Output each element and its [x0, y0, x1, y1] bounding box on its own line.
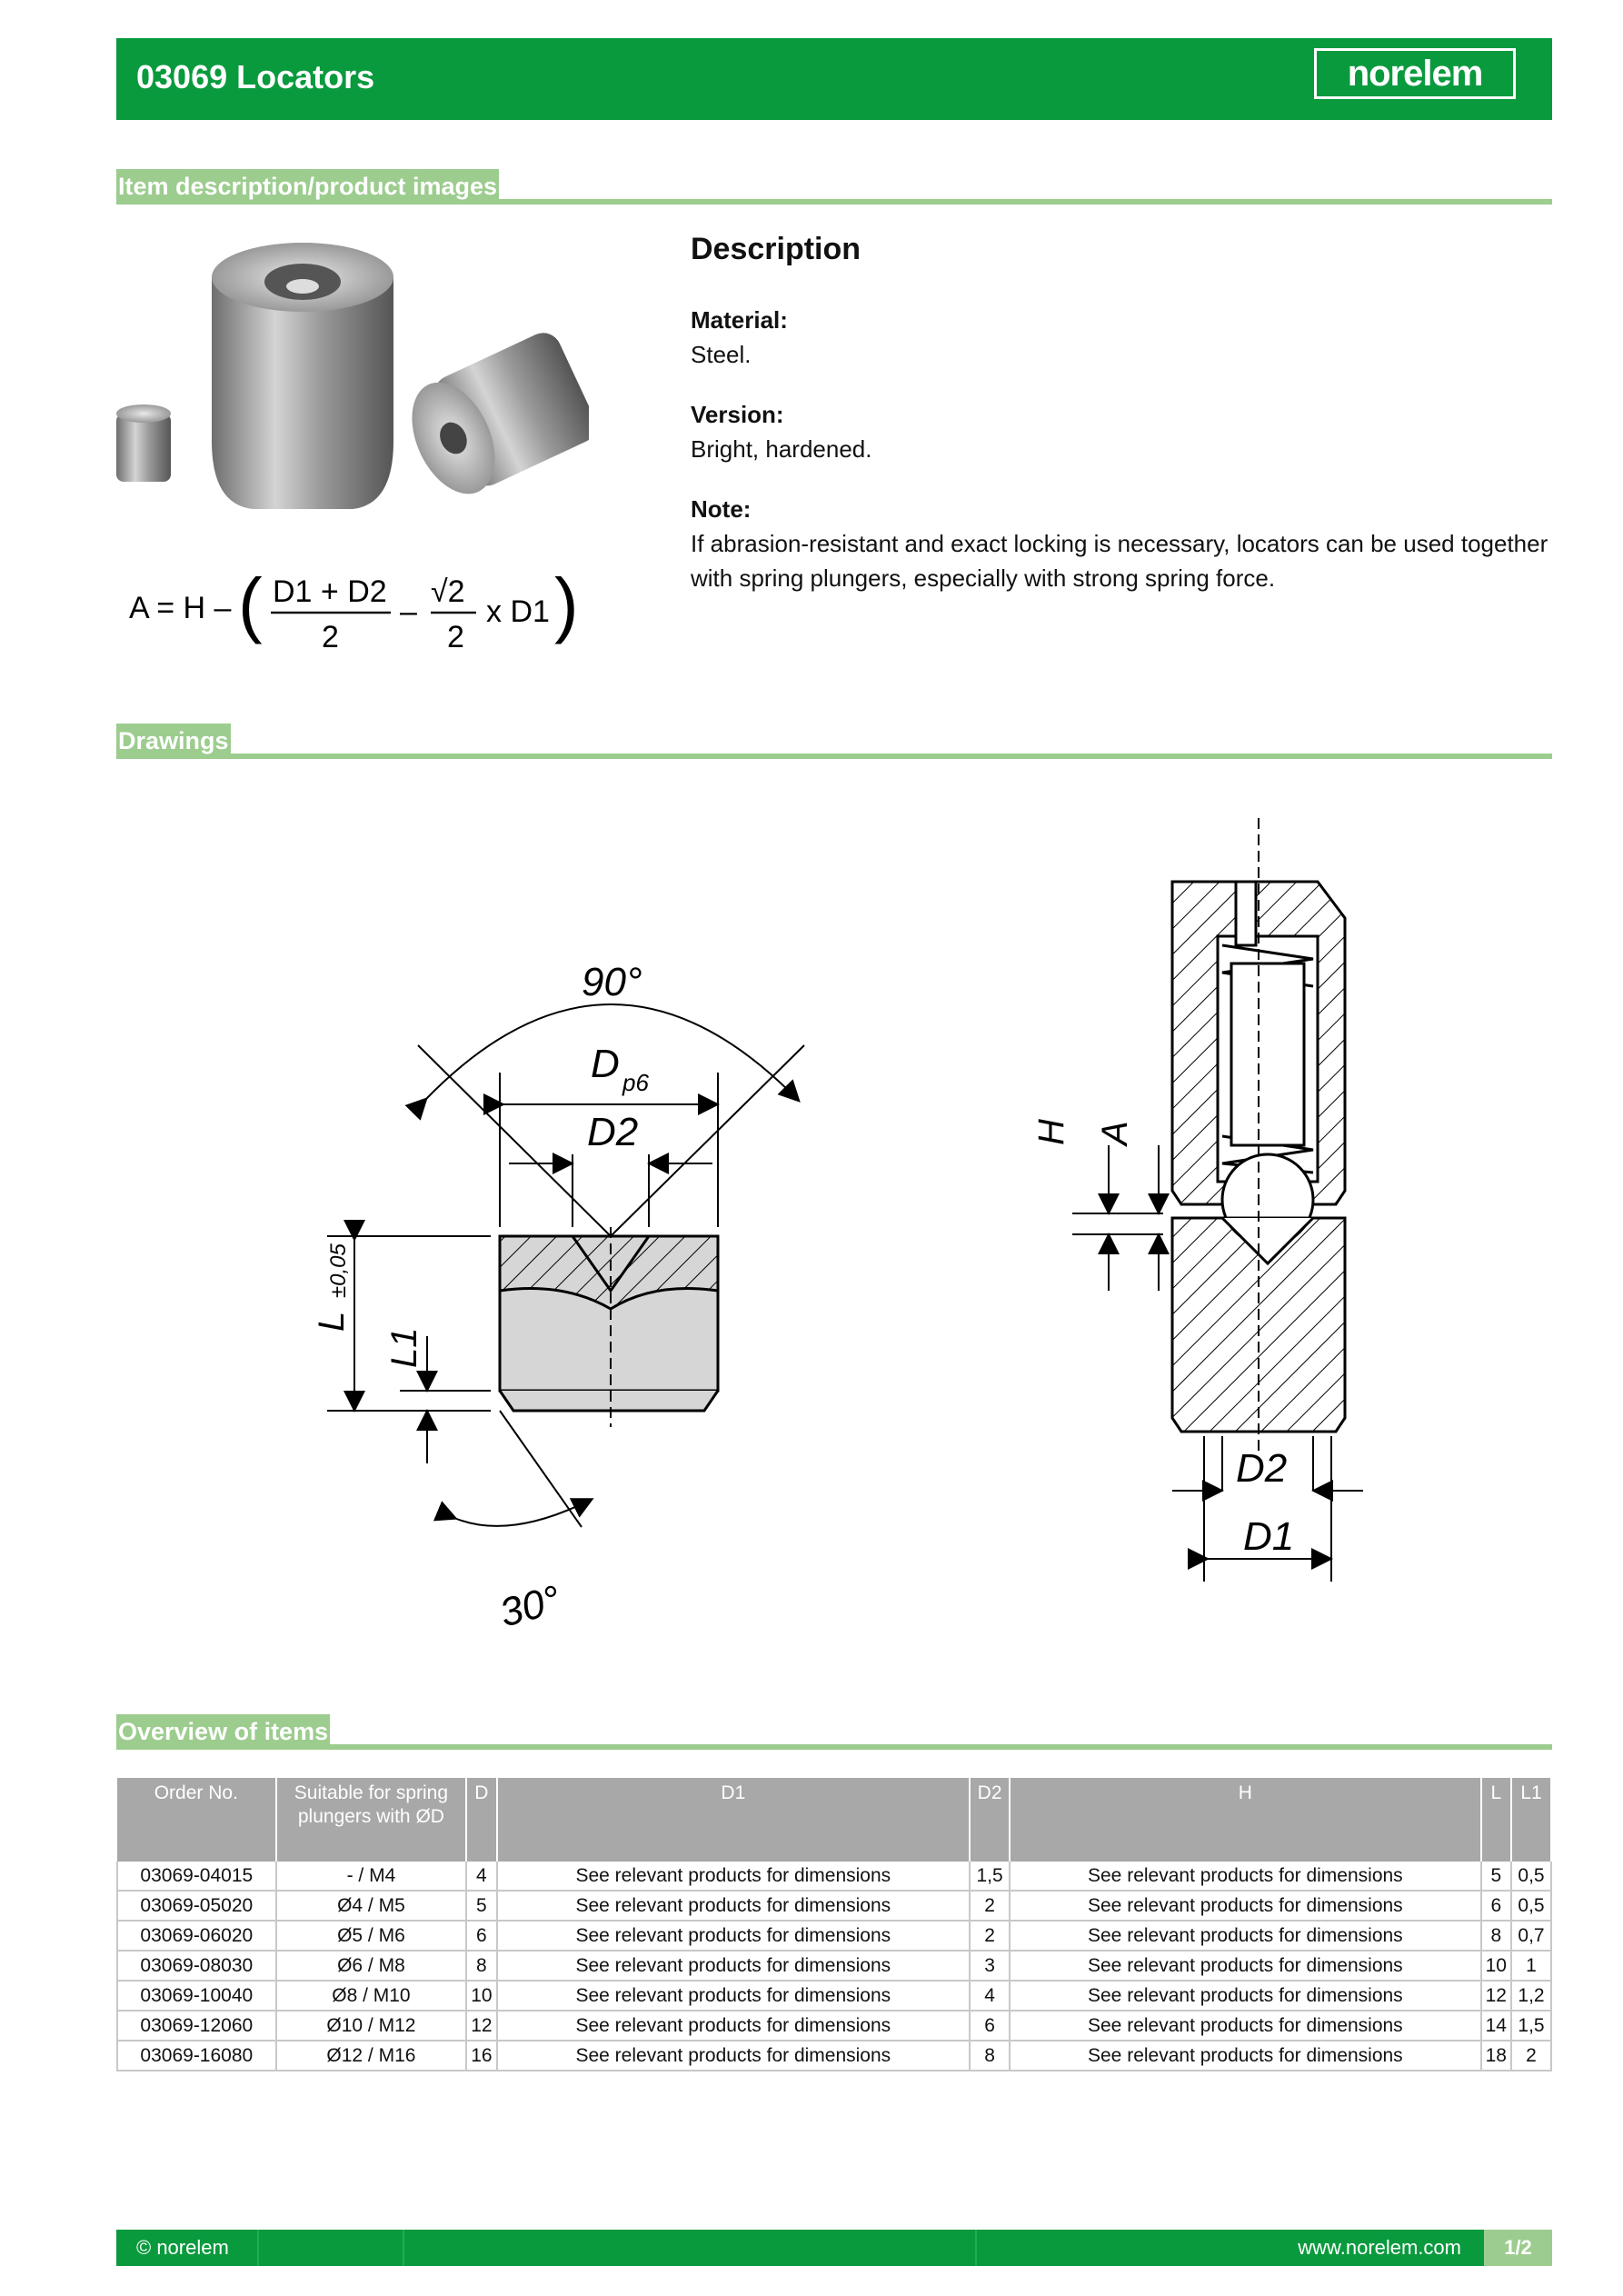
table-row — [117, 1921, 1551, 1951]
cell-h: See relevant products for dimensions — [1010, 2011, 1481, 2041]
label-90: 90° — [582, 960, 642, 1004]
formula-num2: √2 — [431, 574, 465, 609]
table-row — [117, 2041, 1551, 2071]
material-value: Steel. — [691, 341, 752, 368]
cell-d2: 6 — [970, 2011, 1010, 2041]
cell-d2: 2 — [970, 1891, 1010, 1921]
col-d1: D1 — [497, 1778, 971, 1862]
label-30: 30° — [494, 1577, 565, 1636]
formula-minus: – — [400, 594, 417, 629]
note-value: If abrasion-resistant and exact locking is necessary, locators can be used together with spring plungers, especially with strong spring force. — [691, 530, 1548, 592]
cell-order-no: 03069-10040 — [117, 1981, 276, 2011]
product-image — [116, 232, 589, 523]
table-header-row — [117, 1778, 1551, 1862]
section-divider — [116, 1744, 1552, 1750]
version-label: Version: — [691, 401, 784, 428]
section-images-label: Item description/product images — [116, 169, 499, 205]
col-l1: L1 — [1511, 1778, 1551, 1862]
table-row — [117, 1891, 1551, 1921]
cell-order-no: 03069-12060 — [117, 2011, 276, 2041]
cell-d2: 3 — [970, 1951, 1010, 1981]
section-images-header — [116, 164, 1552, 205]
col-d2: D2 — [970, 1778, 1010, 1862]
norelem-logo — [1314, 48, 1516, 99]
label-d2-right: D2 — [1236, 1446, 1288, 1491]
label-ltol: ±0,05 — [326, 1243, 351, 1298]
cell-d2: 2 — [970, 1921, 1010, 1951]
formula — [127, 564, 600, 672]
label-a: A — [1095, 1121, 1135, 1145]
cell-d1: See relevant products for dimensions — [497, 1951, 971, 1981]
label-d1: D1 — [1243, 1514, 1295, 1559]
cell-h: See relevant products for dimensions — [1010, 1951, 1481, 1981]
cell-d1: See relevant products for dimensions — [497, 1862, 971, 1891]
label-l: L — [312, 1311, 352, 1332]
label-dp6: p6 — [622, 1069, 649, 1096]
description-heading: Description — [691, 232, 861, 266]
cell-l: 8 — [1481, 1921, 1511, 1951]
table-row — [117, 2011, 1551, 2041]
cell-order-no: 03069-16080 — [117, 2041, 276, 2071]
items-table — [116, 1778, 1552, 2071]
cell-l1: 0,7 — [1511, 1921, 1551, 1951]
cell-d: 4 — [466, 1862, 496, 1891]
cell-suitable: Ø10 / M12 — [276, 2011, 467, 2041]
footer-page-number: 1/2 — [1484, 2230, 1552, 2266]
formula-tail: x D1 — [486, 594, 550, 629]
cell-suitable: Ø8 / M10 — [276, 1981, 467, 2011]
table-row — [117, 1951, 1551, 1981]
technical-drawing — [273, 800, 1436, 1663]
cell-d2: 1,5 — [970, 1862, 1010, 1891]
note-label: Note: — [691, 495, 752, 523]
formula-graphic — [127, 564, 600, 664]
table-row — [117, 1862, 1551, 1891]
label-d2: D2 — [587, 1110, 639, 1154]
cell-d1: See relevant products for dimensions — [497, 2011, 971, 2041]
page-footer — [116, 2230, 1552, 2266]
table-row — [117, 1981, 1551, 2011]
cell-l: 12 — [1481, 1981, 1511, 2011]
cell-d: 10 — [466, 1981, 496, 2011]
description-block — [691, 232, 1563, 621]
cell-order-no: 03069-08030 — [117, 1951, 276, 1981]
cell-d1: See relevant products for dimensions — [497, 1981, 971, 2011]
cell-d: 12 — [466, 2011, 496, 2041]
formula-lhs: A = H – — [129, 591, 232, 625]
page-title: 03069 Locators — [136, 58, 375, 95]
cell-suitable: - / M4 — [276, 1862, 467, 1891]
cell-h: See relevant products for dimensions — [1010, 1862, 1481, 1891]
cell-l: 10 — [1481, 1951, 1511, 1981]
cell-l: 18 — [1481, 2041, 1511, 2071]
section-drawings-header — [116, 718, 1552, 759]
formula-paren-right: ) — [554, 564, 579, 644]
section-overview-header — [116, 1709, 1552, 1750]
small-locator — [116, 414, 171, 482]
cell-l1: 2 — [1511, 2041, 1551, 2071]
cell-d1: See relevant products for dimensions — [497, 2041, 971, 2071]
formula-num1: D1 + D2 — [273, 574, 387, 609]
section-divider — [116, 754, 1552, 759]
cell-suitable: Ø4 / M5 — [276, 1891, 467, 1921]
section-drawings-label: Drawings — [116, 724, 231, 759]
medium-locator — [395, 327, 589, 507]
cell-d1: See relevant products for dimensions — [497, 1921, 971, 1951]
col-d: D — [466, 1778, 496, 1862]
col-l: L — [1481, 1778, 1511, 1862]
cell-l1: 1 — [1511, 1951, 1551, 1981]
formula-den2: 2 — [447, 620, 464, 654]
cell-l1: 1,5 — [1511, 2011, 1551, 2041]
cell-l: 5 — [1481, 1862, 1511, 1891]
cell-l1: 0,5 — [1511, 1862, 1551, 1891]
large-locator — [212, 277, 393, 509]
cell-h: See relevant products for dimensions — [1010, 1921, 1481, 1951]
cell-d2: 8 — [970, 2041, 1010, 2071]
cell-d: 5 — [466, 1891, 496, 1921]
cell-d2: 4 — [970, 1981, 1010, 2011]
formula-den1: 2 — [322, 620, 339, 654]
footer-website[interactable]: www.norelem.com — [1298, 2236, 1461, 2259]
cell-order-no: 03069-06020 — [117, 1921, 276, 1951]
col-order-no: Order No. — [117, 1778, 276, 1862]
logo-text: norelem — [1347, 53, 1483, 94]
cell-h: See relevant products for dimensions — [1010, 1891, 1481, 1921]
cell-suitable: Ø12 / M16 — [276, 2041, 467, 2071]
cell-suitable: Ø5 / M6 — [276, 1921, 467, 1951]
cell-l1: 1,2 — [1511, 1981, 1551, 2011]
label-d: D — [591, 1042, 620, 1086]
cell-h: See relevant products for dimensions — [1010, 2041, 1481, 2071]
footer-copyright: © norelem — [136, 2236, 229, 2259]
locator-chamfer — [500, 1391, 718, 1411]
cell-suitable: Ø6 / M8 — [276, 1951, 467, 1981]
cell-l: 14 — [1481, 2011, 1511, 2041]
cell-order-no: 03069-04015 — [117, 1862, 276, 1891]
cell-d: 6 — [466, 1921, 496, 1951]
formula-paren-left: ( — [238, 564, 263, 644]
section-overview-label: Overview of items — [116, 1714, 330, 1750]
cell-l: 6 — [1481, 1891, 1511, 1921]
col-suitable-for: Suitable for spring plungers with ØD — [276, 1778, 467, 1862]
label-h: H — [1031, 1119, 1071, 1145]
material-label: Material: — [691, 306, 788, 334]
col-h: H — [1010, 1778, 1481, 1862]
page-header — [116, 38, 1552, 120]
cell-d: 8 — [466, 1951, 496, 1981]
cell-l1: 0,5 — [1511, 1891, 1551, 1921]
cell-order-no: 03069-05020 — [117, 1891, 276, 1921]
cell-d1: See relevant products for dimensions — [497, 1891, 971, 1921]
version-value: Bright, hardened. — [691, 435, 872, 463]
cell-h: See relevant products for dimensions — [1010, 1981, 1481, 2011]
label-l1: L1 — [384, 1327, 424, 1368]
cell-d: 16 — [466, 2041, 496, 2071]
